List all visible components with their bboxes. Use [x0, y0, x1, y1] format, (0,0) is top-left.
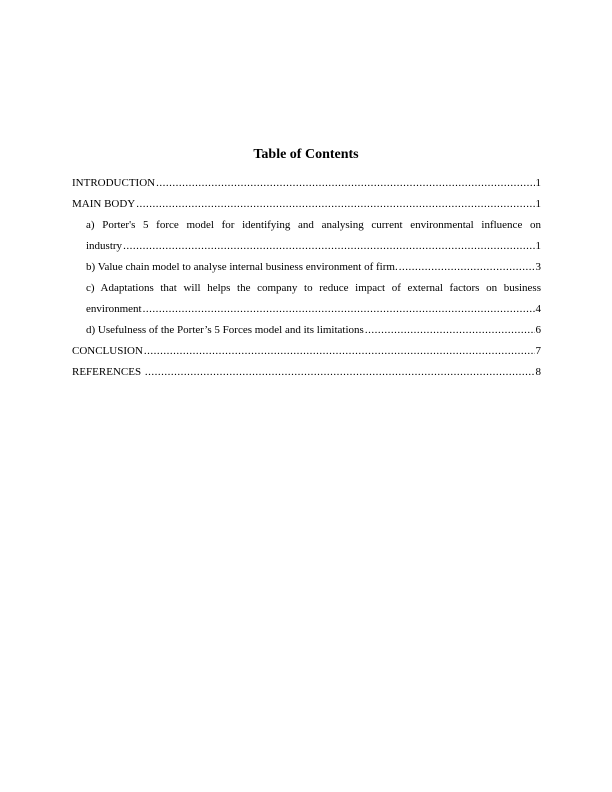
toc-entry-label: REFERENCES [72, 366, 144, 378]
toc-entry-conclusion[interactable] [72, 341, 541, 362]
toc-entry-label: d) Usefulness of the Porter’s 5 Forces model and its limitations [86, 324, 364, 336]
table-of-contents [72, 173, 541, 383]
toc-entry-label-line2: environment [86, 303, 142, 315]
toc-title: Table of Contents [253, 147, 359, 162]
dot-leader [399, 257, 535, 278]
toc-entry-value-chain[interactable] [72, 257, 541, 278]
toc-entry-page: 1 [535, 240, 541, 252]
dot-leader [144, 341, 535, 362]
toc-entry-page: 6 [535, 324, 541, 336]
toc-entry-porters-five-force[interactable] [72, 215, 541, 257]
toc-entry-page: 1 [535, 198, 541, 210]
dot-leader [365, 320, 535, 341]
dot-leader [143, 299, 535, 320]
toc-entry-label-line1: a) Porter's 5 force model for identifying and analysing current environmental influence on [86, 219, 541, 231]
toc-entry-label: CONCLUSION [72, 345, 143, 357]
toc-entry-introduction[interactable] [72, 173, 541, 194]
toc-entry-page: 7 [535, 345, 541, 357]
toc-entry-label: MAIN BODY [72, 198, 136, 210]
dot-leader [156, 173, 534, 194]
toc-entry-references[interactable] [72, 362, 541, 383]
toc-entry-page: 4 [535, 303, 541, 315]
toc-entry-main-body[interactable] [72, 194, 541, 215]
toc-entry-label: INTRODUCTION [72, 177, 156, 189]
toc-entry-label-line1: c) Adaptations that will helps the company to reduce impact of external factors on business [86, 282, 541, 294]
dot-leader [145, 362, 535, 383]
toc-entry-usefulness[interactable] [72, 320, 541, 341]
toc-entry-page: 3 [535, 261, 541, 273]
dot-leader [136, 194, 534, 215]
toc-entry-page: 8 [535, 366, 541, 378]
toc-entry-adaptations[interactable] [72, 278, 541, 320]
dot-leader [123, 236, 534, 257]
toc-entry-label: b) Value chain model to analyse internal business environment of firm. [86, 261, 398, 273]
toc-entry-label-line2: industry [86, 240, 123, 252]
toc-entry-page: 1 [535, 177, 541, 189]
